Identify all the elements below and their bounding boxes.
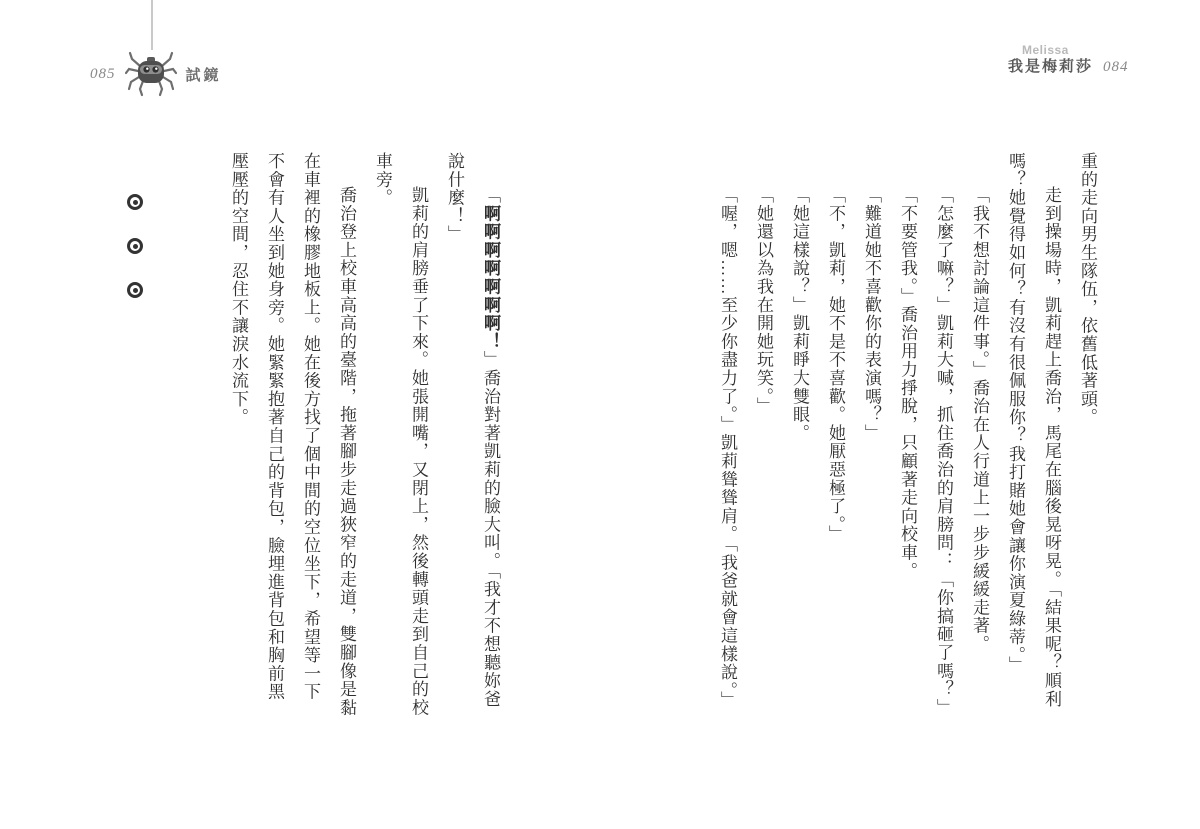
- scene-break-dot: [127, 194, 143, 210]
- paragraph: 重的走向男生隊伍，依舊低著頭。: [1078, 152, 1097, 427]
- right-page-number: 084: [1103, 58, 1129, 75]
- scene-break-dots: [118, 152, 152, 326]
- right-page-text: [709, 152, 1105, 724]
- left-page-number: 085: [90, 65, 116, 82]
- paragraph: 走到操場時，凱莉趕上喬治，馬尾在腦後晃呀晃。「結果呢？順利嗎？她覺得如何？有沒有很佩服你？我打賭她會讓你演夏綠蒂。」: [1006, 152, 1061, 709]
- paragraph: 「不，凱莉，她不是不喜歡。她厭惡極了。」: [826, 186, 845, 544]
- paragraph: 「不要管我。」喬治用力掙脫，只顧著走向校車。: [898, 186, 917, 581]
- paragraph: 「難道她不喜歡你的表演嗎？」: [862, 186, 881, 443]
- right-page-header: [1008, 44, 1129, 76]
- paragraph: 喬治登上校車高高的臺階，拖著腳步走過狹窄的走道，雙腳像是黏在車裡的橡膠地板上。她在後方找了個中間的空位坐下，希望等一下不會有人坐到她身旁。她緊緊抱著自己的背包，臉埋進背包和胸前黑壓壓的空間，忍住不讓淚水流下。: [229, 152, 356, 717]
- paragraph: 「啊啊啊啊啊啊啊！」喬治對著凱莉的臉大叫。「我才不想聽妳爸說什麼！」: [445, 152, 500, 709]
- paragraph: 「喔，嗯……至少你盡力了。」凱莉聳聳肩。「我爸就會這樣說。」: [718, 186, 737, 710]
- left-page-header: [90, 50, 222, 98]
- paragraph: 「她這樣說？」凱莉睜大雙眼。: [790, 186, 809, 443]
- scream-text: 啊啊啊啊啊啊啊！: [481, 204, 500, 351]
- paragraph: 「她還以為我在開她玩笑。」: [754, 186, 773, 416]
- chapter-title: 試鏡: [185, 66, 222, 84]
- scene-break-dot: [127, 238, 143, 254]
- spider-face-band: [140, 65, 162, 74]
- left-page-text: [118, 152, 508, 718]
- paragraph: 「怎麼了嘛？」凱莉大喊，抓住喬治的肩膀問：「你搞砸了嗎？」: [934, 186, 953, 717]
- paragraph: 「我不想討論這件事。」喬治在人行道上一步步緩緩走著。: [970, 186, 989, 654]
- series-title-zh: 我是梅莉莎: [1008, 57, 1094, 75]
- scene-break-dot: [127, 282, 143, 298]
- paragraph: 凱莉的肩膀垂了下來。她張開嘴，又閉上，然後轉頭走到自己的校車旁。: [373, 152, 428, 717]
- series-title-en: Melissa: [1022, 43, 1069, 57]
- spider-thread: [151, 0, 153, 50]
- spider-icon: [125, 50, 177, 98]
